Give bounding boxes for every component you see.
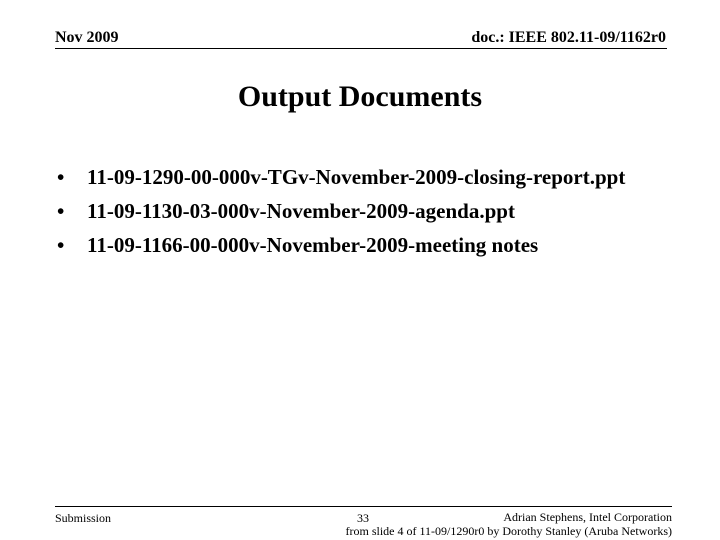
header-divider bbox=[55, 48, 667, 49]
bullet-list bbox=[57, 160, 657, 262]
slide-title: Output Documents bbox=[237, 80, 483, 113]
bullet-icon: • bbox=[57, 233, 65, 257]
footer-attribution bbox=[346, 510, 673, 538]
footer-source: from slide 4 of 11-09/1290r0 by Dorothy Stanley (Aruba Networks) bbox=[345, 524, 672, 538]
list-item-text: 11-09-1130-03-000v-November-2009-agenda.ppt bbox=[87, 199, 515, 223]
footer-submission: Submission bbox=[55, 511, 112, 525]
footer-divider bbox=[55, 506, 672, 507]
page-number: 33 bbox=[357, 511, 369, 525]
bullet-icon: • bbox=[57, 165, 65, 189]
header-doc-id: doc.: IEEE 802.11-09/1162r0 bbox=[471, 29, 666, 46]
list-item-text: 11-09-1290-00-000v-TGv-November-2009-closing-report.ppt bbox=[87, 165, 626, 189]
header-date: Nov 2009 bbox=[55, 29, 119, 46]
list-item bbox=[57, 160, 657, 194]
bullet-icon: • bbox=[57, 199, 65, 223]
list-item bbox=[57, 228, 657, 262]
list-item bbox=[57, 194, 657, 228]
list-item-text: 11-09-1166-00-000v-November-2009-meeting notes bbox=[87, 233, 539, 257]
footer-author: Adrian Stephens, Intel Corporation bbox=[503, 510, 672, 524]
